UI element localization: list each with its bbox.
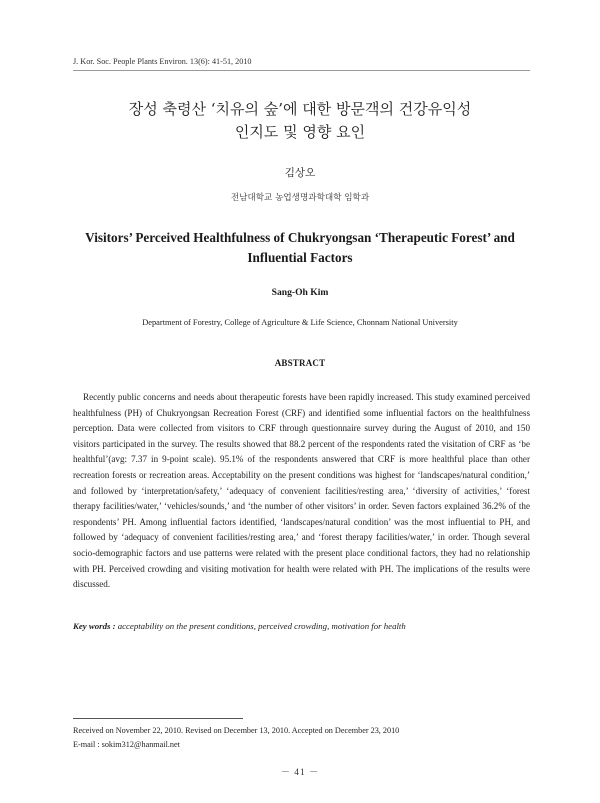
english-affiliation: Department of Forestry, College of Agriculture & Life Science, Chonnam National University: [142, 318, 458, 327]
korean-affiliation: 전남대학교 농업생명과학대학 임학과: [230, 193, 370, 203]
keywords-text: acceptability on the present conditions, perceived crowding, motivation for health: [117, 621, 406, 631]
journal-header: J. Kor. Soc. People Plants Environ. 13(6): 41-51, 2010: [73, 57, 530, 71]
korean-title-line-1: 장성 축령산 ‘치유의 숲’에 대한 방문객의 건강유익성: [128, 100, 472, 118]
english-title-line-2: Influential Factors: [247, 250, 353, 265]
abstract-heading: ABSTRACT: [274, 358, 326, 368]
english-title: [0, 228, 600, 268]
footnote-email: E-mail : sokim312@hanmail.net: [73, 740, 180, 749]
korean-title: [0, 98, 600, 144]
keywords: [73, 621, 543, 631]
english-author: Sang-Oh Kim: [271, 287, 329, 298]
page-number: － 41 －: [280, 768, 320, 778]
korean-author: 김상오: [284, 167, 316, 179]
keywords-label: Key words :: [73, 621, 116, 631]
english-title-line-1: Visitors’ Perceived Healthfulness of Chukryongsan ‘Therapeutic Forest’ and: [85, 230, 515, 245]
korean-title-line-2: 인지도 및 영향 요인: [234, 123, 366, 141]
abstract-body: Recently public concerns and needs about therapeutic forests have been rapidly increased. This study examined perceived healthfulness (PH) of Chukryongsan Recreation Forest (CRF) and identified some influential factors on the healthfulness perception. Data were collected from visitors to CRF through questionnaire survey during the August of 2010, and 150 visitors participated in the survey. The results showed that 88.2 percent of the respondents rated the visitation of CRF as ‘be healthful’(avg: 7.37 in 9-point scale). 95.1% of the respondents answered that CRF is more healthful place than other recreation forests or recreation areas. Acceptability on the present conditions was highest for ‘landscapes/natural condition,’ and followed by ‘interpretation/safety,’ ‘adequacy of convenient facilities/resting area,’ ‘diversity of activities,’ ‘forest therapy facilities/water,’ ‘vehicles/sounds,’ and ‘the number of other visitors’ in order. Seven factors explained 36.2% of the respondents’ PH. Among influential factors identified, ‘landscapes/natural condition’ was the most influential to PH, and followed by ‘adequacy of convenient facilities/resting area,’ and ‘forest therapy facilities/water,’ in order. Though several socio-demographic factors and use patterns were related with the present place conditional factors, they had no relationship with PH. Perceived crowding and visiting motivation for health were related with PH. The implications of the results were discussed.: [73, 392, 530, 590]
footnote-divider: [73, 718, 243, 719]
footnote-received: Received on November 22, 2010. Revised on December 13, 2010. Accepted on December 23, 2010: [73, 726, 400, 735]
